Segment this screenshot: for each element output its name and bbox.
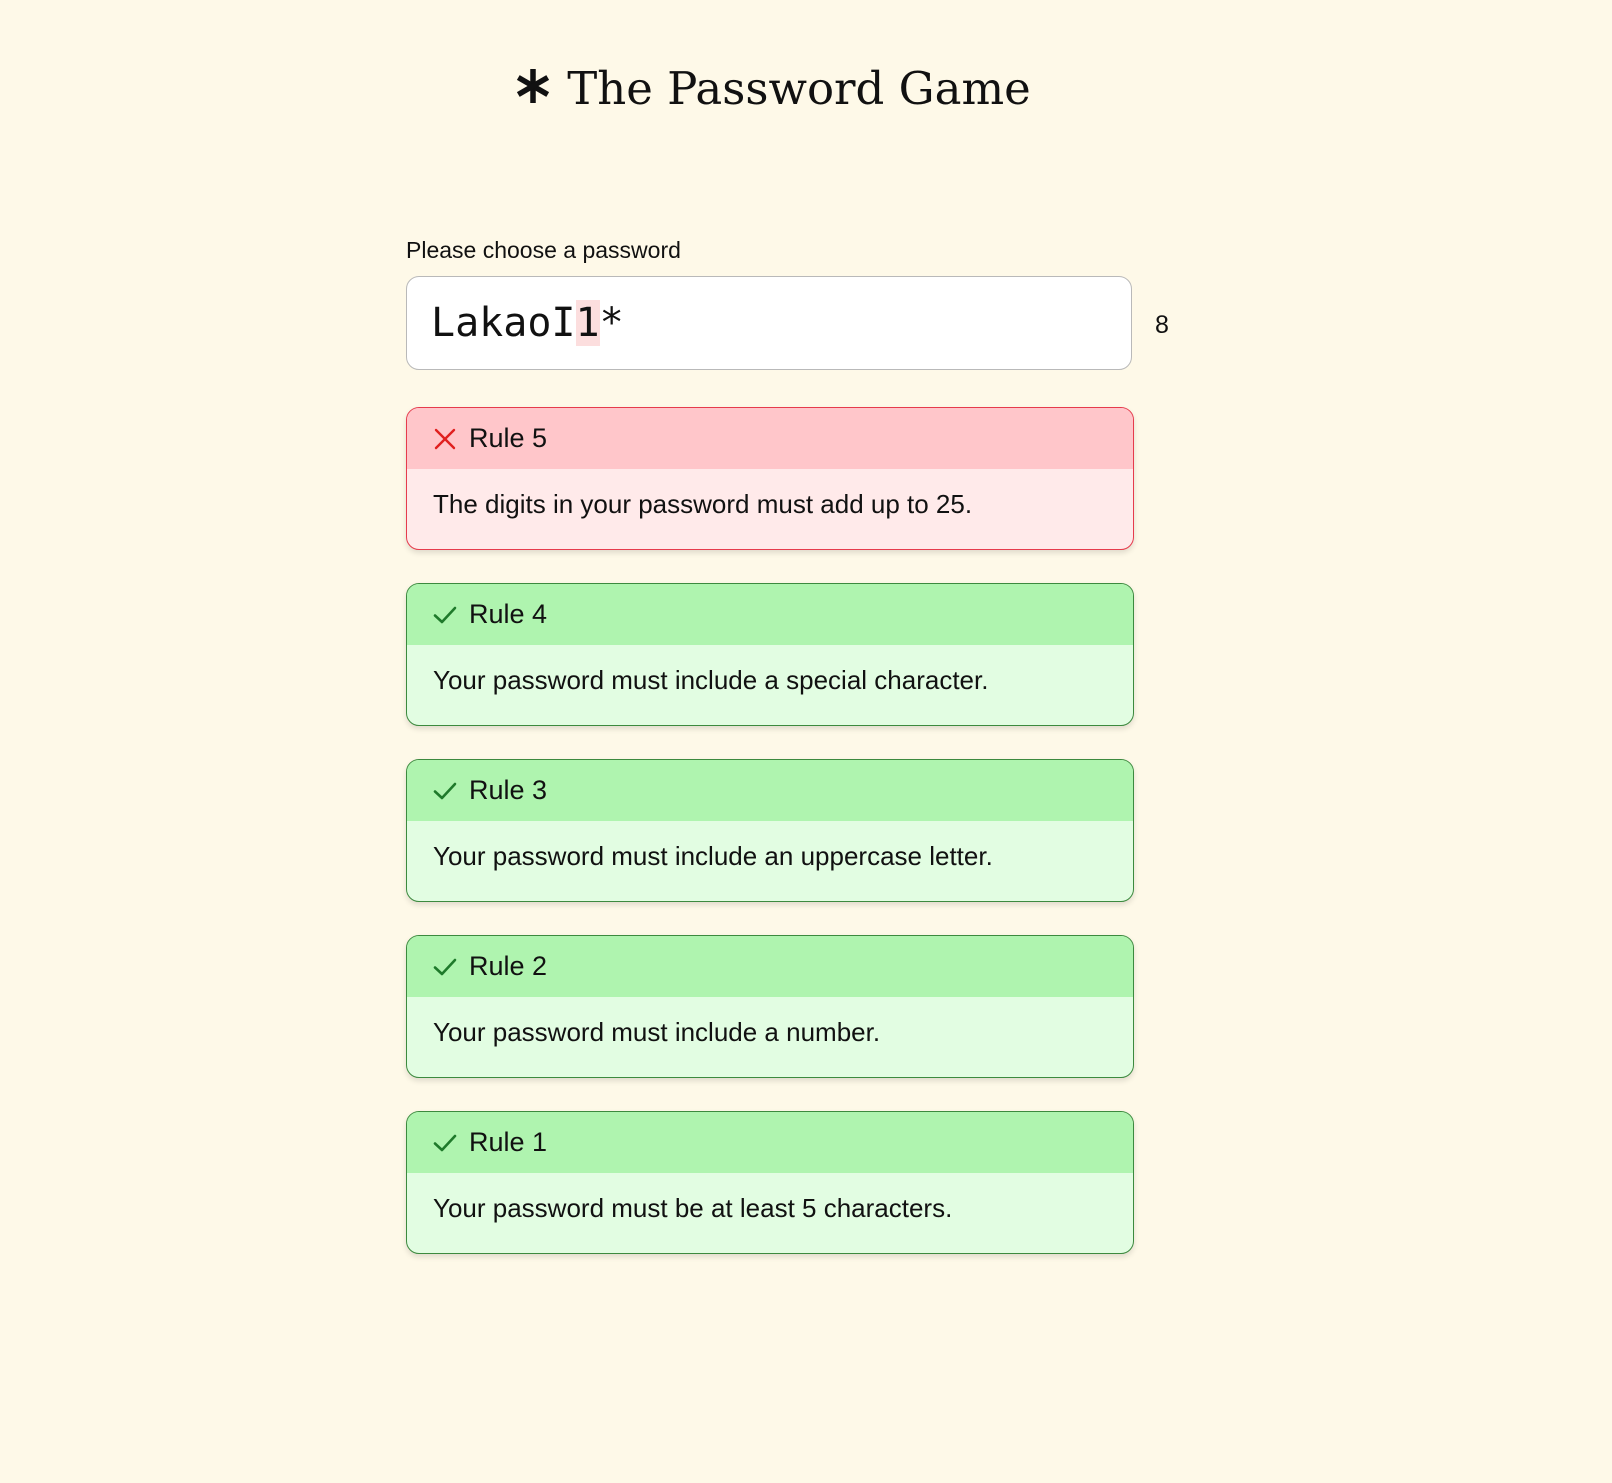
rule-text: Your password must be at least 5 characters. — [433, 1193, 953, 1223]
rule-text: Your password must include an uppercase letter. — [433, 841, 993, 871]
title-text: The Password Game — [567, 62, 1031, 115]
rule-title: Rule 5 — [469, 423, 548, 453]
rule-card-2 — [406, 935, 1134, 1078]
asterisk-icon — [513, 64, 553, 117]
rule-text: Your password must include a special character. — [433, 665, 989, 695]
check-icon — [433, 1131, 457, 1155]
rule-text: The digits in your password must add up to 25. — [433, 489, 973, 519]
password-label: Please choose a password — [406, 237, 681, 263]
password-text-tail: * — [599, 300, 624, 346]
rule-header — [407, 760, 1133, 821]
character-count: 8 — [1155, 311, 1169, 339]
rule-header — [407, 1112, 1133, 1173]
rule-title: Rule 2 — [469, 951, 548, 981]
password-digit-highlight: 1 — [575, 300, 600, 346]
check-icon — [433, 955, 457, 979]
rule-card-4 — [406, 583, 1134, 726]
password-value[interactable] — [431, 299, 624, 348]
rule-header — [407, 936, 1133, 997]
rule-header — [407, 408, 1133, 469]
page-title — [0, 62, 1544, 119]
rule-header — [407, 584, 1133, 645]
rule-title: Rule 3 — [469, 775, 548, 805]
rule-card-5 — [406, 407, 1134, 550]
rule-text: Your password must include a number. — [433, 1017, 881, 1047]
x-icon — [433, 427, 457, 451]
password-text-plain: LakaoI — [431, 300, 576, 346]
rule-title: Rule 4 — [469, 599, 548, 629]
check-icon — [433, 603, 457, 627]
check-icon — [433, 779, 457, 803]
rule-card-1 — [406, 1111, 1134, 1254]
password-input[interactable] — [406, 276, 1132, 370]
rule-title: Rule 1 — [469, 1127, 548, 1157]
rule-card-3 — [406, 759, 1134, 902]
